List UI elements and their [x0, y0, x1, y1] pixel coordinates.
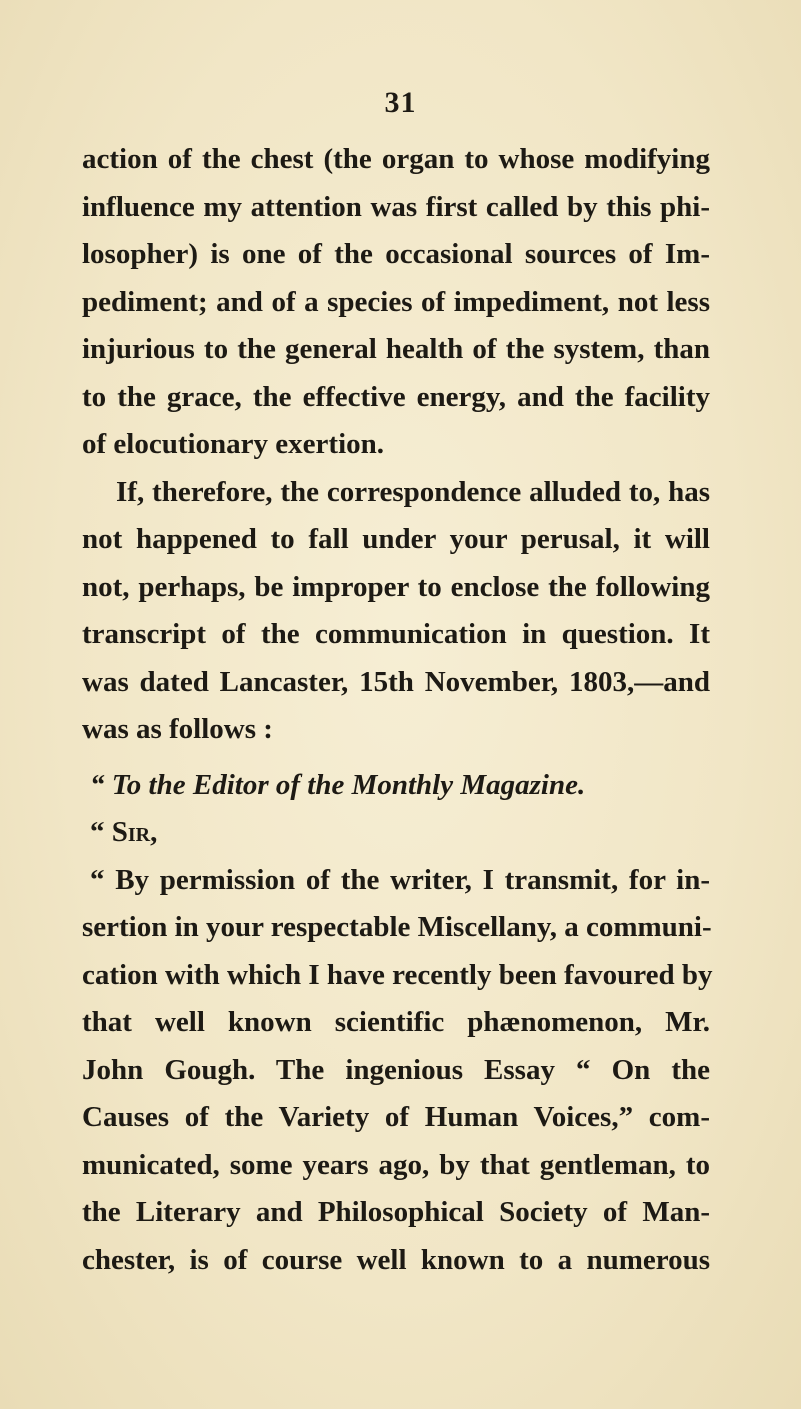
page-number: 31 — [384, 86, 417, 119]
text-line: the Literary and Philosophical Society of Man- — [82, 1196, 710, 1228]
text-line: of elocutionary exertion. — [82, 428, 385, 460]
text-line: was as follows : — [82, 713, 273, 745]
text-line: cation with which I have recently been favoured by — [82, 958, 713, 991]
body-text — [82, 136, 713, 1284]
text-line: not happened to fall under your perusal, it will — [82, 523, 710, 555]
text-line: John Gough. The ingenious Essay “ On the — [82, 1053, 710, 1086]
text-line: action of the chest (the organ to whose modifying — [82, 143, 710, 175]
paragraph-gap — [82, 754, 710, 762]
text-line: that well known scientific phænomenon, Mr. — [82, 1006, 710, 1038]
text-line: sertion in your respectable Miscellany, a communi- — [82, 911, 712, 943]
letter-heading: “ To the Editor of the Monthly Magazine. — [90, 768, 586, 801]
letter-salutation: “ Sir, — [90, 816, 158, 848]
text-line: injurious to the general health of the system, than — [82, 333, 710, 365]
text-line: losopher) is one of the occasional sources of Im- — [82, 238, 710, 270]
text-line: municated, some years ago, by that gentleman, to — [82, 1148, 710, 1181]
text-line: to the grace, the effective energy, and the facility — [82, 380, 710, 413]
text-line: not, perhaps, be improper to enclose the following — [82, 570, 710, 603]
text-line: was dated Lancaster, 15th November, 1803,—and — [82, 665, 710, 698]
text-line: transcript of the communication in question. It — [82, 618, 710, 650]
text-line: pediment; and of a species of impediment, not less — [82, 285, 710, 318]
text-line: chester, is of course well known to a numerous — [82, 1243, 710, 1276]
text-line: If, therefore, the correspondence alluded to, has — [116, 475, 710, 508]
text-line: “ By permission of the writer, I transmit, for in- — [90, 863, 710, 896]
text-line: influence my attention was first called by this phi- — [82, 190, 710, 223]
text-line: Causes of the Variety of Human Voices,” com- — [82, 1101, 710, 1133]
